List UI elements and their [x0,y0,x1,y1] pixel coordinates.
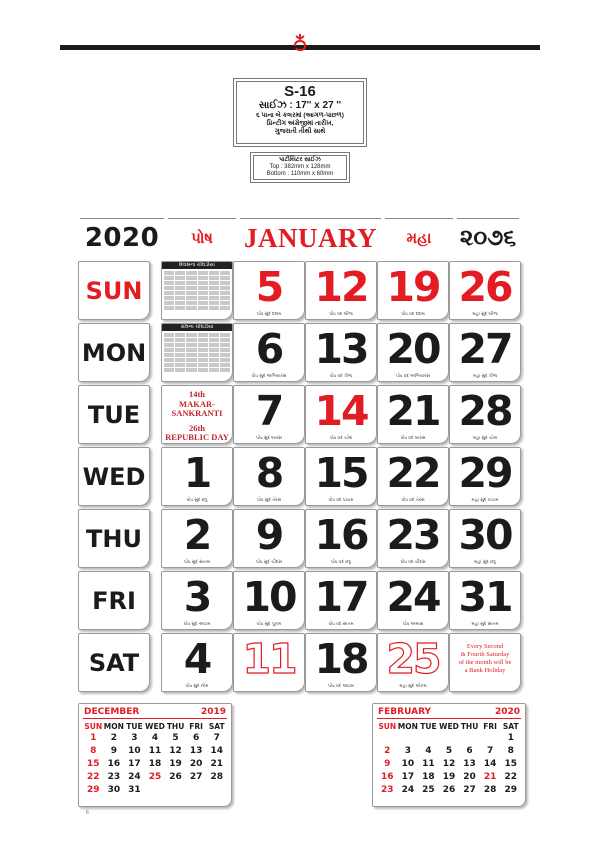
date-number: 12 [314,263,368,311]
date-number: 5 [255,263,283,311]
mini-day: 21 [483,772,497,782]
mini-day: 23 [381,785,394,795]
tithi-label: પોષ વદ બારસ [400,435,426,440]
choghadiya-night-grid [162,331,232,374]
date-number: 9 [255,511,283,559]
mini-day: 23 [107,772,121,782]
pad-size-box [250,152,350,183]
mini-day: 8 [90,746,97,756]
date-cell [233,323,305,382]
spec-code: S-16 [284,83,316,100]
date-number: 22 [386,449,440,497]
mini-calendar-december [78,703,232,807]
choghadiya-day-grid [162,269,232,312]
calendar-header [78,218,521,258]
tithi-label: મહા સુદ છઠ્ઠ [473,559,497,564]
mini-day-empty [377,732,398,745]
mini-day: 15 [87,759,100,769]
tithi-label: પોષ વદ દશમ [401,311,425,316]
tithi-label: મહા સુદ પાંચમ [471,497,499,502]
tithi-label: પોષ સુદ તેરસ [256,497,282,502]
tithi-label: પોષ સુદ અગિયારસ [251,373,287,378]
mini-day: 7 [487,746,494,756]
mini-day: 27 [189,772,203,782]
hanger-hook-icon [291,32,309,52]
mini-day: 27 [463,785,476,795]
mini-day: 11 [422,759,435,769]
mini-day: 10 [128,746,141,756]
mini-weekday: FRI [483,722,497,731]
festival-line: 14th [188,389,206,399]
mini-day: 18 [422,772,435,782]
date-number: 21 [386,387,440,435]
tithi-label: પોષ વદ ત્રીજ [329,373,353,378]
weekday-label: MON [78,323,150,382]
mini-weekday: TUE [420,722,437,731]
tithi-label: પોષ સુદ પૂનમ [256,621,282,626]
mini-day: 5 [445,746,453,756]
spec-line: પ્રિન્ટીંગ અંગ્રેજીમાં તારીખ, [266,120,334,127]
date-number: 4 [183,635,211,683]
festival-line: 26th [188,422,206,433]
mini-day: 14 [483,759,497,769]
date-cell [161,447,233,506]
mini-day-empty [459,732,480,745]
mini-weekday: WED [145,722,165,731]
mini-day: 17 [128,759,141,769]
pad-title: પાટીયિટર સાઈઝ [279,157,321,163]
mini-day: 25 [422,785,435,795]
tithi-label: પોષ વદ ચૌદસ [400,559,426,564]
mini-day: 20 [189,759,203,769]
mini-day: 3 [404,746,411,756]
date-cell [377,261,449,320]
mini-year: 2019 [200,707,226,717]
date-cell [233,385,305,444]
festival-line: MAKAR- [179,398,215,409]
pad-top: Top : 382mm x 128mm [269,164,331,170]
tithi-label: પોષ સુદ છઠ્ઠ [186,497,208,502]
header-guj-month-1: પોષ [191,229,213,247]
date-cell [449,571,521,630]
mini-weekday: WED [439,722,459,731]
mini-day: 3 [131,733,138,743]
mini-weekday: TUE [126,722,143,731]
mini-day: 9 [110,746,117,756]
spec-box [233,78,367,147]
mini-day: 20 [463,772,476,782]
mini-day: 29 [87,785,100,795]
date-cell [305,571,377,630]
date-cell [377,447,449,506]
date-cell [377,509,449,568]
mini-day: 6 [193,733,200,743]
date-number: 25 [386,635,440,683]
festival-line: REPUBLIC DAY [165,432,229,442]
mini-year: 2020 [494,707,520,717]
date-cell [233,447,305,506]
mini-day-empty [418,732,439,745]
date-cell [449,447,521,506]
date-number: 30 [458,511,512,559]
date-cell [305,323,377,382]
tithi-label: પોષ વદ ચોથ [329,435,353,440]
mini-day: 14 [210,746,223,756]
mini-day: 19 [442,772,456,782]
mini-day: 21 [210,759,223,769]
mini-day-empty [398,732,419,745]
tithi-label: પોષ અમાસ [402,621,424,626]
choghadiya-day-title: દિવસના ચોઘડીયા [162,262,232,269]
mini-day: 31 [128,785,141,795]
date-number: 1 [183,449,211,497]
choghadiya-night-table [161,323,233,382]
tithi-label: પોષ વદ પાંચમ [328,497,354,502]
mini-day: 1 [507,733,514,743]
tithi-label: મહા સુદ ચોથ [472,435,498,440]
date-cell [305,447,377,506]
mini-weekday: THU [166,722,185,731]
mini-weekday: SUN [378,722,397,731]
pad-bottom: Bottom : 110mm x 60mm [266,171,334,177]
mini-day: 24 [128,772,141,782]
date-cell [305,633,377,692]
date-cell [233,261,305,320]
date-cell [161,509,233,568]
mini-day: 5 [172,733,179,743]
mini-calendar-header [83,707,227,719]
festival-line: SANKRANTI [171,408,223,418]
date-cell [233,509,305,568]
holiday-note-line: a Bank Holiday [464,667,506,674]
date-number: 14 [314,387,368,435]
page-number: 6 [86,810,89,816]
tithi-label: પોષ સુદ નોમ [185,683,209,688]
date-cell [233,571,305,630]
mini-day: 29 [504,785,517,795]
tithi-label: પોષ સુદ બારસ [256,435,282,440]
date-number: 23 [386,511,440,559]
date-number: 15 [314,449,368,497]
mini-calendar-header [377,707,521,719]
mini-day: 4 [425,746,432,756]
tithi-label: મહા સુદ એકમ [399,683,427,688]
mini-day: 2 [110,733,117,743]
mini-calendar-grid [83,721,227,797]
mini-day: 18 [148,759,162,769]
date-cell [305,385,377,444]
mini-day: 10 [401,759,415,769]
date-number: 13 [314,325,368,373]
date-number: 16 [314,511,368,559]
date-number: 7 [255,387,283,435]
tithi-label: પોષ સુદ દશમ [256,311,282,316]
date-number: 8 [255,449,283,497]
mini-day: 26 [442,785,456,795]
tithi-label: પોષ વદ આઠમ [328,683,354,688]
mini-day: 19 [169,759,182,769]
mini-weekday: SAT [502,722,519,731]
mini-month: FEBRUARY [378,707,432,717]
date-number: 11 [242,635,296,683]
mini-day: 4 [151,733,159,743]
mini-day: 28 [483,785,497,795]
spec-line: ૬ પાના બે કલરમાં (આગળ-પાછળ) [256,112,344,119]
tithi-label: પોષ વદ તેરસ [401,497,425,502]
mini-calendar-february [372,703,526,807]
mini-day: 25 [148,772,162,782]
date-number: 2 [183,511,211,559]
mini-weekday: SUN [84,722,103,731]
date-cell [377,385,449,444]
mini-day: 11 [148,746,162,756]
weekday-label: TUE [78,385,150,444]
mini-day: 7 [213,733,220,743]
holiday-note-line: of the month will be [458,659,512,666]
weekday-label: THU [78,509,150,568]
header-year: 2020 [84,223,160,253]
date-cell-holiday [233,633,305,692]
tithi-label: મહા સુદ બીજ [472,311,498,316]
mini-day-empty [480,732,501,745]
mini-day-empty [439,732,460,745]
weekday-label: SAT [78,633,150,692]
date-cell [305,509,377,568]
header-samvat: ૨૦૭૬ [459,225,517,251]
mini-day: 16 [107,759,121,769]
mini-day: 17 [401,772,415,782]
weekday-label: FRI [78,571,150,630]
mini-calendar-grid [377,721,521,797]
mini-day: 1 [90,733,97,743]
weekday-label: WED [78,447,150,506]
mini-day: 12 [169,746,182,756]
mini-day: 6 [466,746,473,756]
date-cell [377,323,449,382]
tithi-label: પોષ સુદ ચૌદસ [255,559,283,564]
mini-day: 13 [463,759,476,769]
holiday-note-line: & Fourth Saturday [460,651,510,658]
mini-day: 22 [504,772,517,782]
header-guj-month-2: મહા [406,229,432,247]
date-cell [449,261,521,320]
date-number: 6 [255,325,283,373]
mini-weekday: MON [397,722,418,731]
date-number: 17 [314,573,368,621]
mini-day: 9 [384,759,391,769]
mini-weekday: SAT [208,722,225,731]
tithi-label: પોષ વદ બીજ [329,311,353,316]
mini-day: 16 [381,772,394,782]
mini-day: 15 [504,759,517,769]
date-cell-holiday [377,633,449,692]
date-cell [449,509,521,568]
festival-note [161,385,233,444]
date-cell [161,571,233,630]
weekday-label: SUN [78,261,150,320]
mini-day: 28 [210,772,223,782]
date-number: 3 [183,573,211,621]
mini-weekday: MON [103,722,124,731]
tithi-label: પોષ વદ છઠ્ઠ [330,559,352,564]
date-number: 24 [386,573,440,621]
date-number: 19 [386,263,440,311]
tithi-label: મહા સુદ સાતમ [471,621,499,626]
spec-line: ગુજરાતી તીથી સાથે [274,128,326,135]
mini-day: 26 [169,772,182,782]
date-number: 20 [386,325,440,373]
tithi-label: પોષ વદ અગિયારસ [395,373,431,378]
date-number: 29 [458,449,512,497]
tithi-label: મહા સુદ ત્રીજ [472,373,498,378]
date-number: 27 [458,325,512,373]
mini-weekday: FRI [189,722,203,731]
date-number: 26 [458,263,512,311]
date-number: 10 [242,573,296,621]
date-number: 28 [458,387,512,435]
bank-holiday-note [449,633,521,692]
header-month: JANUARY [243,222,378,253]
mini-month: DECEMBER [84,707,140,717]
mini-day: 12 [442,759,456,769]
date-cell [449,323,521,382]
date-cell [161,633,233,692]
date-cell [449,385,521,444]
mini-day: 22 [87,772,100,782]
mini-day: 13 [189,746,203,756]
tithi-label: પોષ સુદ આઠમ [183,621,211,626]
date-cell [377,571,449,630]
mini-weekday: THU [460,722,479,731]
holiday-note-line: Every Second [466,643,504,650]
choghadiya-night-title: રાત્રિના ચોઘડીયા [162,324,232,331]
date-number: 31 [458,573,512,621]
date-number: 18 [314,635,368,683]
mini-day: 30 [107,785,121,795]
mini-day: 8 [507,746,514,756]
spec-size: સાઈઝ : 17'' x 27 '' [258,100,342,111]
mini-day: 2 [384,746,391,756]
tithi-label: પોષ સુદ સાતમ [183,559,211,564]
mini-day: 24 [401,785,415,795]
choghadiya-day-table [161,261,233,320]
tithi-label: પોષ વદ સાતમ [328,621,354,626]
date-cell [305,261,377,320]
